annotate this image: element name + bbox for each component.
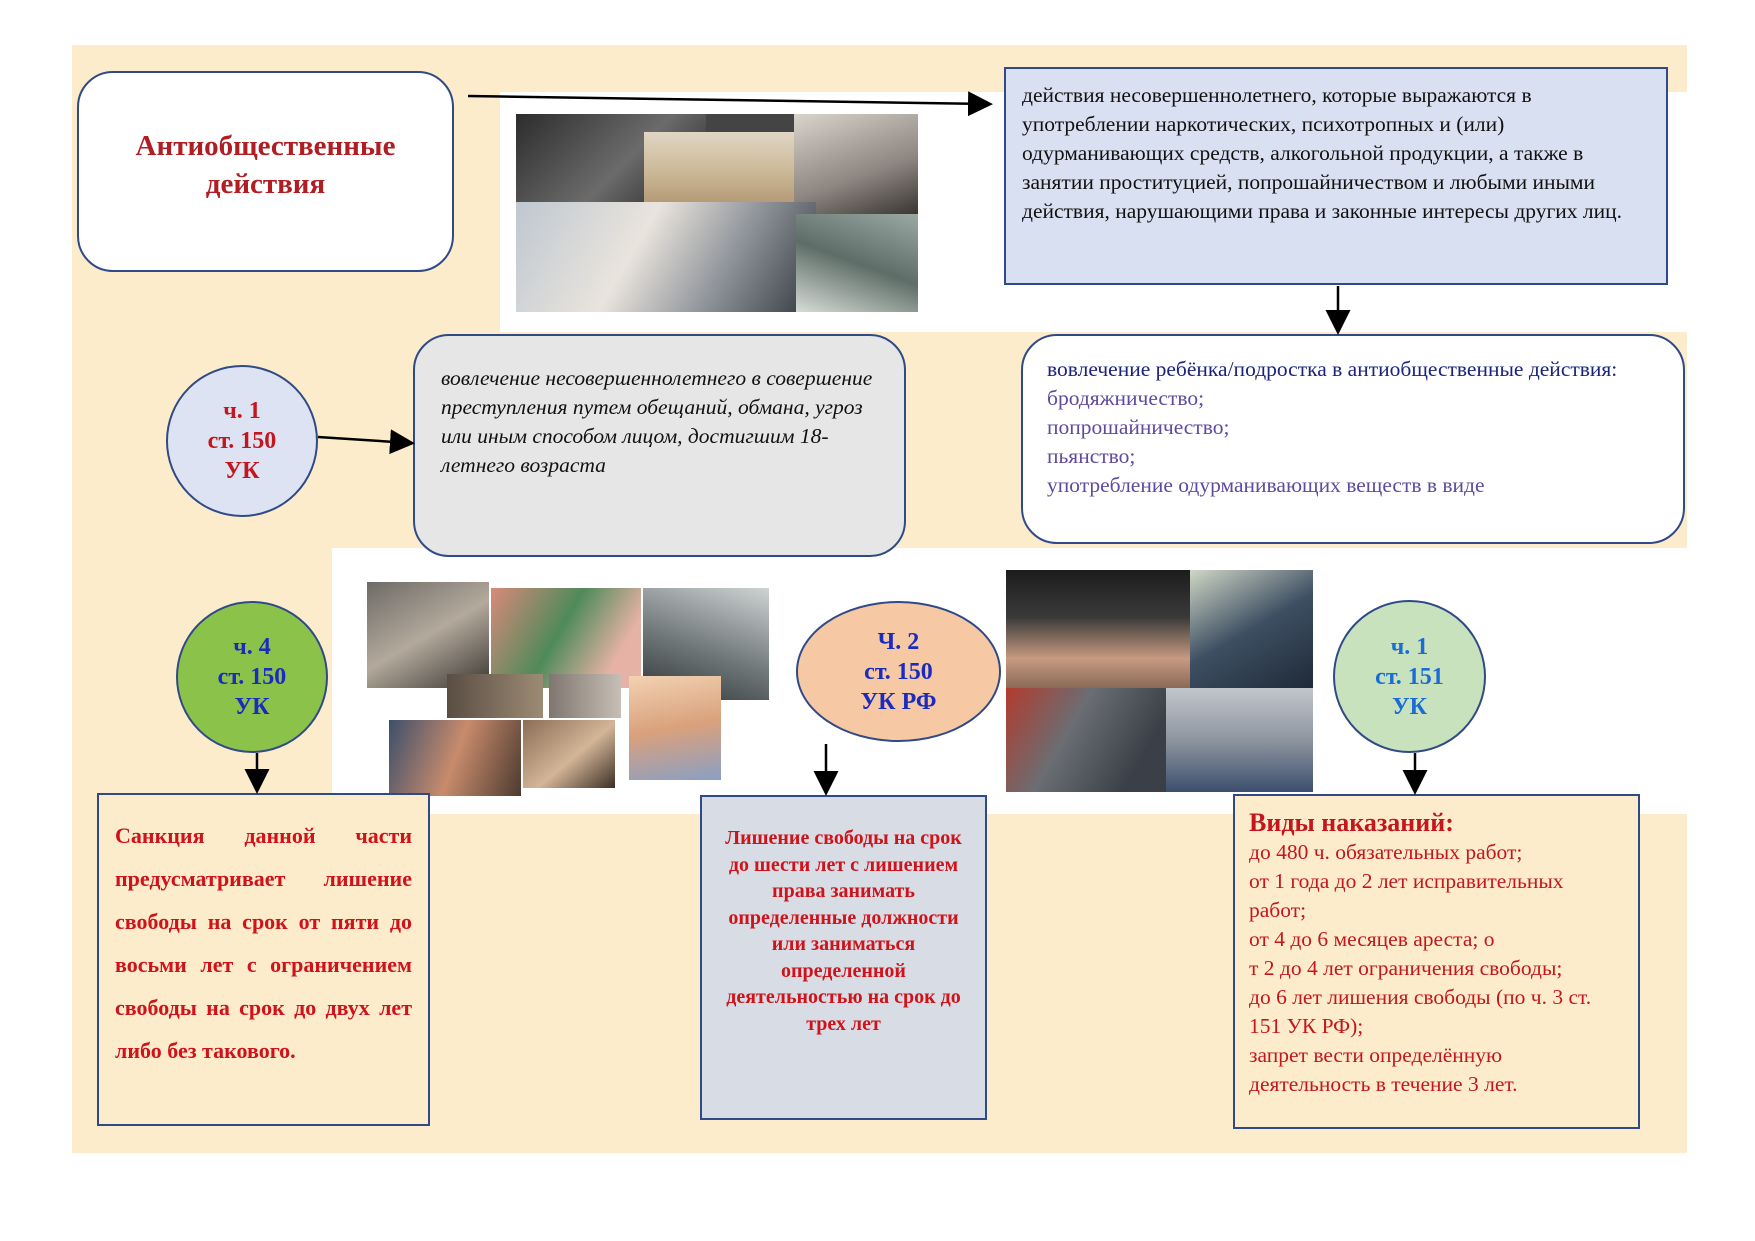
involvement-item: бродяжничество; — [1047, 386, 1205, 410]
punishment-item: от 4 до 6 месяцев ареста; о — [1249, 927, 1495, 951]
article-150-part1-label: ч. 1 ст. 150 УК — [207, 398, 277, 484]
punishment-item: т 2 до 4 лет ограничения свободы; — [1249, 956, 1563, 980]
involvement-crime-text: вовлечение несовершеннолетнего в совершение преступления путем обещаний, обмана, угроз или иным способом лицом, достигшим 18-летнего возраста — [441, 366, 873, 477]
arrow-icon — [318, 437, 410, 443]
arrow-icon — [468, 96, 988, 104]
article-150-part2-label: Ч. 2 ст. 150 УК РФ — [860, 628, 937, 715]
definition-text: действия несовершеннолетнего, которые выражаются в употреблении наркотических, психотропных и (или) одурманивающих средств, алкогольной продукции, а также в занятии проституцией, попрошайничеством и любыми иными действия, нарушающими права и законные интересы других лиц. — [1022, 83, 1623, 223]
involvement-item: употребление одурманивающих веществ в виде — [1047, 473, 1485, 497]
punishment-item: до 480 ч. обязательных работ; — [1249, 840, 1523, 864]
involvement-heading: вовлечение ребёнка/подростка в антиобщественные действия: — [1047, 357, 1618, 381]
article-150-part4-label: ч. 4 ст. 150 УК — [217, 634, 287, 720]
involvement-item: попрошайничество; — [1047, 415, 1230, 439]
punishment-item: от 1 года до 2 лет исправительных работ; — [1249, 869, 1564, 922]
punishment-item: запрет вести определённую деятельность в течение 3 лет. — [1249, 1043, 1518, 1096]
punishment-item: до 6 лет лишения свободы (по ч. 3 ст. 151 УК РФ); — [1249, 985, 1592, 1038]
page-title: Антиобщественные действия — [135, 129, 396, 200]
sanction-text-part2: Лишение свободы на срок до шести лет с лишением права занимать определенные должности или заниматься определенной деятельностью на срок до трех лет — [725, 827, 962, 1035]
sanction-text-part4: Санкция данной части предусматривает лишение свободы на срок от пяти до восьми лет с ограничением свободы на срок до двух лет либо без такового. — [115, 823, 412, 1063]
article-151-part1-label: ч. 1 ст. 151 УК — [1375, 633, 1444, 720]
involvement-item: пьянство; — [1047, 444, 1136, 468]
punishment-title: Виды наказаний: — [1249, 808, 1454, 837]
